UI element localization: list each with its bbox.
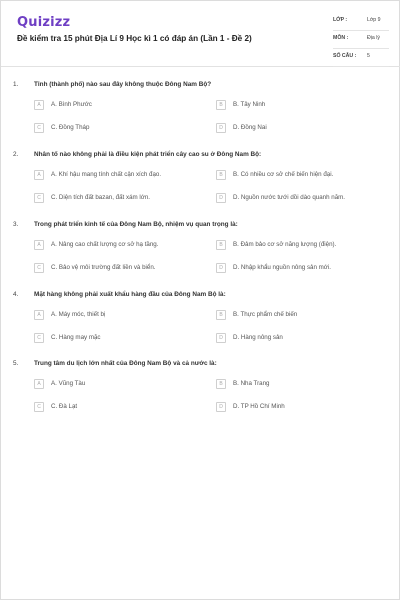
- worksheet-title: Đề kiểm tra 15 phút Địa Lí 9 Học kì 1 có đáp án (Lần 1 - Đề 2): [17, 34, 252, 43]
- meta-row-class: [333, 15, 389, 31]
- option-checkbox[interactable]: C: [34, 193, 44, 203]
- meta-label: MÔN :: [333, 35, 349, 41]
- option-label: B. Tây Ninh: [233, 101, 266, 108]
- option-label: A. Nâng cao chất lượng cơ sở hạ tầng.: [51, 241, 159, 248]
- meta-info: [333, 15, 389, 69]
- option-checkbox[interactable]: D: [216, 402, 226, 412]
- option-label: D. TP Hồ Chí Minh: [233, 403, 285, 410]
- option-checkbox[interactable]: B: [216, 310, 226, 320]
- option-label: D. Đồng Nai: [233, 124, 267, 131]
- option-label: B. Thực phẩm chế biến: [233, 311, 298, 318]
- option-label: A. Khí hậu mang tính chất cận xích đạo.: [51, 171, 162, 178]
- option-checkbox[interactable]: C: [34, 333, 44, 343]
- option-checkbox[interactable]: B: [216, 170, 226, 180]
- option-checkbox[interactable]: D: [216, 333, 226, 343]
- option-checkbox[interactable]: C: [34, 402, 44, 412]
- option-label: D. Hàng nông sản: [233, 334, 283, 341]
- option-label: B. Đảm bảo cơ sở năng lượng (điện).: [233, 241, 337, 248]
- option-checkbox[interactable]: C: [34, 263, 44, 273]
- option-checkbox[interactable]: A: [34, 310, 44, 320]
- question-text: Trung tâm du lịch lớn nhất của Đông Nam Bộ và cả nước là:: [34, 360, 217, 367]
- option-checkbox[interactable]: D: [216, 193, 226, 203]
- option-checkbox[interactable]: D: [216, 123, 226, 133]
- meta-row-subject: [333, 33, 389, 49]
- option-checkbox[interactable]: B: [216, 379, 226, 389]
- option-label: C. Hàng may mặc: [51, 334, 101, 341]
- option-checkbox[interactable]: A: [34, 240, 44, 250]
- option-checkbox[interactable]: A: [34, 379, 44, 389]
- worksheet-header: [1, 1, 400, 67]
- option-label: A. Vũng Tàu: [51, 380, 86, 387]
- option-label: A. Máy móc, thiết bị: [51, 311, 106, 318]
- question-number: 5.: [13, 360, 19, 367]
- option-label: A. Bình Phước: [51, 101, 92, 108]
- option-label: C. Đồng Tháp: [51, 124, 90, 131]
- question-number: 3.: [13, 221, 19, 228]
- option-label: B. Có nhiều cơ sở chế biến hiện đại.: [233, 171, 334, 178]
- meta-label: LỚP :: [333, 17, 348, 23]
- meta-value: 5: [367, 53, 370, 59]
- question-number: 2.: [13, 151, 19, 158]
- meta-value: Lớp 9: [367, 17, 381, 23]
- question-text: Tỉnh (thành phố) nào sau đây không thuộc Đông Nam Bộ?: [34, 81, 212, 88]
- meta-label: SỐ CÂU :: [333, 53, 357, 59]
- option-checkbox[interactable]: A: [34, 100, 44, 110]
- question-text: Nhân tố nào không phải là điều kiện phát triển cây cao su ở Đông Nam Bộ:: [34, 151, 262, 158]
- question-text: Mặt hàng không phải xuất khẩu hàng đầu của Đông Nam Bộ là:: [34, 291, 226, 298]
- option-label: C. Bảo vệ môi trường đất liền và biển.: [51, 264, 156, 271]
- option-label: D. Nhập khẩu nguồn nông sản mới.: [233, 264, 331, 271]
- meta-row-count: [333, 51, 389, 67]
- option-label: C. Đà Lạt: [51, 403, 78, 410]
- option-checkbox[interactable]: B: [216, 240, 226, 250]
- option-label: B. Nha Trang: [233, 380, 270, 387]
- option-checkbox[interactable]: A: [34, 170, 44, 180]
- question-text: Trong phát triển kinh tế của Đông Nam Bộ, nhiệm vụ quan trọng là:: [34, 221, 238, 228]
- option-checkbox[interactable]: B: [216, 100, 226, 110]
- option-label: D. Nguồn nước tưới dồi dào quanh năm.: [233, 194, 346, 201]
- question-number: 1.: [13, 81, 19, 88]
- option-checkbox[interactable]: C: [34, 123, 44, 133]
- quizizz-logo: Quizizz: [17, 15, 71, 30]
- meta-value: Địa lý: [367, 35, 380, 41]
- option-checkbox[interactable]: D: [216, 263, 226, 273]
- question-number: 4.: [13, 291, 19, 298]
- option-label: C. Diện tích đất bazan, đất xám lớn.: [51, 194, 150, 201]
